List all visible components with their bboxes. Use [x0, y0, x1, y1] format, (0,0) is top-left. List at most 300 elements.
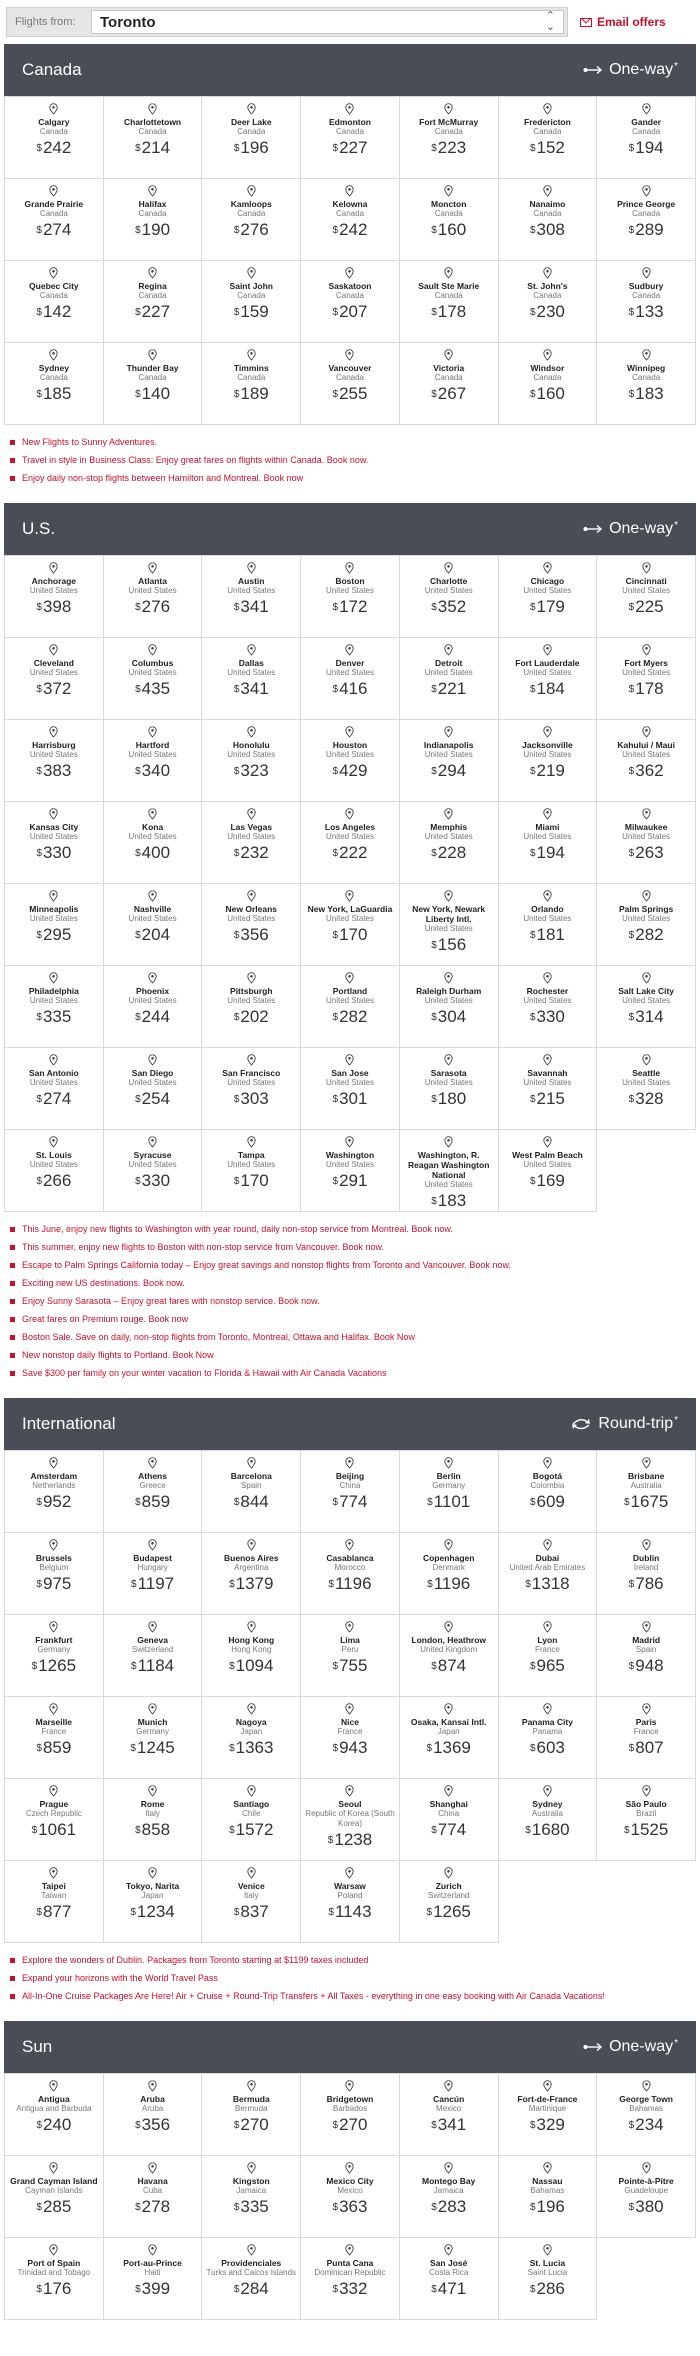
bullet-square-icon	[10, 1994, 15, 1999]
destination-country: Spain	[241, 1481, 262, 1490]
destination-card[interactable]	[499, 1779, 598, 1861]
destination-price	[135, 2279, 170, 2299]
destination-card[interactable]	[597, 97, 696, 179]
destination-city: Orlando	[531, 904, 564, 914]
map-pin-icon	[543, 807, 552, 819]
destination-country: United States	[128, 668, 177, 677]
map-pin-icon	[642, 2079, 651, 2091]
destination-card[interactable]	[400, 97, 499, 179]
destination-card[interactable]	[202, 2238, 301, 2320]
destination-card[interactable]	[301, 720, 400, 802]
destination-card[interactable]	[202, 966, 301, 1048]
bullet-square-icon	[10, 1976, 15, 1981]
destination-city: Barcelona	[230, 1471, 272, 1481]
currency-symbol: $	[229, 1579, 235, 1590]
currency-symbol: $	[628, 1661, 635, 1672]
destination-card[interactable]	[104, 343, 203, 425]
map-pin-icon	[148, 1784, 157, 1796]
destination-card[interactable]	[597, 1048, 696, 1130]
destination-card[interactable]	[202, 1048, 301, 1130]
map-pin-icon	[49, 266, 58, 278]
destination-card[interactable]	[5, 1615, 104, 1697]
destination-card[interactable]	[5, 1130, 104, 1212]
destination-card[interactable]	[301, 1697, 400, 1779]
destination-price	[234, 843, 269, 863]
price-amount: 170	[240, 1171, 269, 1190]
email-offers-link[interactable]	[580, 15, 666, 29]
destination-card[interactable]	[597, 1533, 696, 1615]
price-amount: 874	[437, 1656, 467, 1675]
destination-card[interactable]	[202, 638, 301, 720]
destination-card[interactable]	[202, 2074, 301, 2156]
currency-symbol: $	[233, 684, 240, 695]
destination-price	[530, 220, 565, 240]
destination-card[interactable]	[202, 1615, 301, 1697]
bullet-square-icon	[10, 1281, 15, 1286]
promo-link[interactable]: New Flights to Sunny Adventures.	[22, 437, 158, 447]
destination-card[interactable]	[499, 97, 598, 179]
destination-card[interactable]	[104, 2074, 203, 2156]
destination-city: London, Heathrow	[411, 1635, 486, 1645]
destination-card[interactable]	[400, 638, 499, 720]
destination-card[interactable]	[597, 884, 696, 966]
destination-card[interactable]	[5, 1697, 104, 1779]
destination-city: Buenos Aires	[224, 1553, 279, 1563]
price-amount: 160	[437, 220, 467, 239]
promo-link[interactable]: Boston Sale. Save on daily, non-stop flights from Toronto, Montreal, Ottawa and Halifax. Book Now	[22, 1332, 415, 1342]
destination-card[interactable]	[5, 1048, 104, 1130]
destination-country: Ireland	[633, 1563, 659, 1572]
destination-card[interactable]	[400, 556, 499, 638]
destination-card[interactable]	[202, 884, 301, 966]
destination-card[interactable]	[202, 556, 301, 638]
destination-card[interactable]	[499, 179, 598, 261]
destination-card[interactable]	[400, 2238, 499, 2320]
destination-card[interactable]	[5, 1779, 104, 1861]
destination-card[interactable]	[499, 556, 598, 638]
destination-card[interactable]	[104, 1533, 203, 1615]
destination-city: Windsor	[530, 363, 565, 373]
destination-card[interactable]	[400, 802, 499, 884]
map-pin-icon	[543, 348, 552, 360]
promo-link[interactable]: Travel in style in Business Class: Enjoy great fares on flights within Canada. Book now.	[22, 455, 369, 465]
currency-symbol: $	[332, 1012, 339, 1023]
currency-symbol: $	[628, 930, 635, 941]
destination-card[interactable]	[5, 97, 104, 179]
destination-city: Fredericton	[524, 117, 571, 127]
map-pin-icon	[148, 1456, 157, 1468]
destination-card[interactable]	[499, 720, 598, 802]
destination-card[interactable]	[597, 1451, 696, 1533]
destination-card[interactable]	[400, 1697, 499, 1779]
destination-grid	[4, 1450, 696, 1943]
destination-country: Japan	[240, 1727, 263, 1736]
destination-card[interactable]	[5, 966, 104, 1048]
destination-card[interactable]	[499, 1048, 598, 1130]
destination-price	[629, 761, 664, 781]
currency-symbol: $	[31, 1825, 38, 1836]
destination-card[interactable]	[301, 884, 400, 966]
destination-card[interactable]	[400, 966, 499, 1048]
destination-card[interactable]	[400, 2156, 499, 2238]
destination-card[interactable]	[400, 1451, 499, 1533]
destination-card[interactable]	[202, 1697, 301, 1779]
currency-symbol: $	[431, 684, 437, 695]
destination-city: Kona	[141, 822, 164, 832]
destination-city: Fort-de-France	[517, 2094, 578, 2104]
currency-symbol: $	[332, 389, 339, 400]
destination-card[interactable]	[5, 2156, 104, 2238]
destination-country: United States	[424, 996, 473, 1005]
destination-country: United States	[424, 832, 473, 841]
destination-card[interactable]	[301, 2156, 400, 2238]
destination-country: Canada	[39, 291, 68, 300]
map-pin-icon	[148, 2079, 157, 2091]
destination-card[interactable]	[5, 884, 104, 966]
destination-card[interactable]	[400, 261, 499, 343]
map-pin-icon	[444, 102, 453, 114]
destination-price	[629, 843, 664, 863]
destination-card[interactable]	[202, 2156, 301, 2238]
destination-card[interactable]	[5, 343, 104, 425]
destination-card[interactable]	[5, 638, 104, 720]
map-pin-icon	[543, 561, 552, 573]
destination-card[interactable]	[301, 1779, 400, 1861]
destination-card[interactable]	[5, 2238, 104, 2320]
destination-price	[131, 1574, 174, 1594]
price-amount: 140	[141, 384, 171, 403]
trip-type-toggle[interactable]	[583, 2038, 678, 2056]
destination-card[interactable]	[597, 1779, 696, 1861]
promo-link[interactable]: Enjoy Sunny Sarasota – Enjoy great fares with nonstop service. Book now.	[22, 1296, 320, 1306]
destination-price	[431, 843, 466, 863]
destination-card[interactable]	[597, 802, 696, 884]
destination-card[interactable]	[400, 1130, 499, 1212]
destination-city: Geneva	[137, 1635, 168, 1645]
currency-symbol: $	[431, 1094, 437, 1105]
destination-city: Grande Prairie	[24, 199, 84, 209]
destination-card[interactable]	[301, 1615, 400, 1697]
destination-card[interactable]	[104, 1861, 203, 1943]
destination-card[interactable]	[400, 1861, 499, 1943]
destination-card[interactable]	[301, 97, 400, 179]
map-pin-icon	[543, 1135, 552, 1147]
destination-country: United States	[128, 586, 177, 595]
destination-card[interactable]	[5, 720, 104, 802]
destination-card[interactable]	[301, 638, 400, 720]
destination-card[interactable]	[499, 261, 598, 343]
destination-card[interactable]	[104, 97, 203, 179]
destination-country: Canada	[138, 209, 167, 218]
destination-card[interactable]	[400, 1533, 499, 1615]
promo-link[interactable]: Save $300 per family on your winter vacation to Florida & Hawaii with Air Canada Vacations	[22, 1368, 387, 1378]
currency-symbol: $	[623, 1497, 630, 1508]
destination-card[interactable]	[597, 1615, 696, 1697]
currency-symbol: $	[36, 1012, 42, 1023]
map-pin-icon	[345, 807, 354, 819]
map-pin-icon	[642, 643, 651, 655]
destination-card[interactable]	[597, 638, 696, 720]
destination-card[interactable]	[499, 1533, 598, 1615]
destination-card[interactable]	[499, 2074, 598, 2156]
destination-card[interactable]	[202, 802, 301, 884]
destination-country: Aruba	[141, 2104, 164, 2113]
currency-symbol: $	[529, 2202, 536, 2213]
destination-card[interactable]	[301, 556, 400, 638]
destination-card[interactable]	[499, 884, 598, 966]
destination-card[interactable]	[301, 1048, 400, 1130]
price-amount: 232	[240, 843, 269, 862]
destination-card[interactable]	[5, 802, 104, 884]
destination-card[interactable]	[301, 261, 400, 343]
destination-card[interactable]	[104, 261, 203, 343]
destination-card[interactable]	[202, 179, 301, 261]
destination-card[interactable]	[104, 638, 203, 720]
destination-price	[229, 1738, 273, 1758]
map-pin-icon	[148, 1866, 157, 1878]
currency-symbol: $	[233, 2284, 240, 2295]
destination-card[interactable]	[301, 343, 400, 425]
destination-city: Sydney	[38, 363, 69, 373]
destination-price	[135, 220, 170, 240]
map-pin-icon	[444, 184, 453, 196]
price-amount: 283	[437, 2197, 467, 2216]
map-pin-icon	[49, 1456, 58, 1468]
destination-card[interactable]	[5, 556, 104, 638]
destination-card[interactable]	[5, 179, 104, 261]
promo-link[interactable]: Escape to Palm Springs California today – Enjoy great savings and nonstop flights from Toronto and Vancouver. Book now.	[22, 1260, 511, 1270]
destination-card[interactable]	[400, 720, 499, 802]
destination-card[interactable]	[104, 966, 203, 1048]
destination-city: New York, LaGuardia	[307, 904, 393, 914]
destination-card[interactable]	[301, 179, 400, 261]
destination-price	[229, 1820, 273, 1840]
destination-country: United States	[29, 832, 78, 841]
destination-card[interactable]	[202, 1861, 301, 1943]
destination-card[interactable]	[104, 1451, 203, 1533]
destination-card[interactable]	[104, 1697, 203, 1779]
currency-symbol: $	[628, 1579, 635, 1590]
price-amount: 362	[635, 761, 664, 780]
map-pin-icon	[444, 1456, 453, 1468]
destination-card[interactable]	[499, 2156, 598, 2238]
destination-card[interactable]	[202, 343, 301, 425]
currency-symbol: $	[135, 225, 141, 236]
destination-country: Argentina	[234, 1563, 269, 1572]
section-title: Canada	[22, 60, 82, 79]
trip-type-toggle[interactable]	[583, 61, 678, 79]
destination-card[interactable]	[202, 1533, 301, 1615]
destination-card[interactable]	[104, 556, 203, 638]
currency-symbol: $	[431, 1012, 437, 1023]
destination-country: United States	[128, 750, 177, 759]
promo-link[interactable]: This summer, enjoy new flights to Boston with non-stop service from Vancouver. Book now.	[22, 1242, 385, 1252]
destination-card[interactable]	[104, 1130, 203, 1212]
destination-card[interactable]	[301, 1533, 400, 1615]
destination-card[interactable]	[104, 2238, 203, 2320]
currency-symbol: $	[628, 1012, 635, 1023]
destination-price	[333, 597, 368, 617]
map-pin-icon	[345, 266, 354, 278]
currency-symbol: $	[328, 1579, 334, 1590]
destination-card[interactable]	[5, 1451, 104, 1533]
destination-card[interactable]	[400, 343, 499, 425]
destination-card[interactable]	[400, 179, 499, 261]
promo-link[interactable]: Expand your horizons with the World Travel Pass	[22, 1973, 218, 1983]
destination-price	[431, 2279, 466, 2299]
destination-card[interactable]	[202, 97, 301, 179]
destination-city: New York, Newark Liberty Intl.	[412, 904, 486, 924]
destination-card[interactable]	[5, 2074, 104, 2156]
price-amount: 270	[339, 2115, 368, 2134]
destination-card[interactable]	[499, 638, 598, 720]
destination-card[interactable]	[301, 966, 400, 1048]
destination-card[interactable]	[301, 1451, 400, 1533]
currency-symbol: $	[36, 143, 42, 154]
destination-price	[431, 679, 466, 699]
price-amount: 330	[141, 1171, 171, 1190]
destination-price	[333, 1089, 368, 1109]
destination-card[interactable]	[104, 179, 203, 261]
currency-symbol: $	[332, 1497, 339, 1508]
one-way-arrow-icon	[583, 524, 603, 534]
destination-city: Prague	[39, 1799, 69, 1809]
destination-country: Canada	[237, 373, 266, 382]
destination-card[interactable]	[499, 1451, 598, 1533]
destination-card[interactable]	[499, 343, 598, 425]
price-amount: 204	[141, 925, 171, 944]
price-amount: 1265	[433, 1902, 471, 1921]
destination-card[interactable]	[597, 2074, 696, 2156]
currency-symbol: $	[431, 940, 437, 951]
promo-link[interactable]: This June, enjoy new flights to Washington with year round, daily non-stop service from Montreal. Book now.	[22, 1224, 453, 1234]
destination-city: Las Vegas	[230, 822, 273, 832]
destination-country: Canada	[632, 373, 661, 382]
currency-symbol: $	[529, 1661, 536, 1672]
destination-card[interactable]	[499, 802, 598, 884]
destination-card[interactable]	[104, 720, 203, 802]
destination-card[interactable]	[104, 1779, 203, 1861]
trip-type-toggle[interactable]	[570, 1415, 678, 1433]
destination-card[interactable]	[597, 261, 696, 343]
destination-card[interactable]	[5, 1861, 104, 1943]
destination-card[interactable]	[400, 2074, 499, 2156]
destination-country: Canada	[434, 373, 463, 382]
destination-card[interactable]	[5, 1533, 104, 1615]
origin-dropdown[interactable]	[91, 10, 564, 34]
destination-card[interactable]	[202, 720, 301, 802]
map-pin-icon	[345, 184, 354, 196]
destination-card[interactable]	[597, 179, 696, 261]
promo-link[interactable]: Explore the wonders of Dublin. Packages from Toronto starting at $1199 taxes included	[22, 1955, 369, 1965]
map-pin-icon	[444, 561, 453, 573]
destination-card[interactable]	[400, 1779, 499, 1861]
destination-card[interactable]	[400, 884, 499, 966]
destination-card[interactable]	[597, 343, 696, 425]
destination-card[interactable]	[202, 1451, 301, 1533]
destination-card[interactable]	[104, 1615, 203, 1697]
destination-price	[431, 2197, 466, 2217]
destination-card[interactable]	[5, 261, 104, 343]
destination-city: Pointe-à-Pitre	[618, 2176, 674, 2186]
destination-card[interactable]	[202, 1130, 301, 1212]
destination-card[interactable]	[104, 884, 203, 966]
destination-price	[32, 1820, 76, 1840]
promo-link[interactable]: Great fares on Premium rouge. Book now	[22, 1314, 189, 1324]
destination-card[interactable]	[597, 720, 696, 802]
destination-card[interactable]	[499, 1130, 598, 1212]
destination-city: Palm Springs	[618, 904, 674, 914]
currency-symbol: $	[529, 930, 536, 941]
trip-type-label: One-way	[609, 520, 674, 537]
destination-price	[36, 302, 71, 322]
price-amount: 435	[141, 679, 171, 698]
trip-type-toggle[interactable]	[583, 520, 678, 538]
destination-card[interactable]	[499, 1615, 598, 1697]
destination-country: Haiti	[144, 2268, 161, 2277]
map-pin-icon	[642, 102, 651, 114]
currency-symbol: $	[529, 848, 536, 859]
destination-card[interactable]	[301, 802, 400, 884]
destination-card[interactable]	[104, 1048, 203, 1130]
destination-country: Martinique	[528, 2104, 567, 2113]
map-pin-icon	[642, 184, 651, 196]
destination-card[interactable]	[301, 1861, 400, 1943]
destination-card[interactable]	[202, 1779, 301, 1861]
currency-symbol: $	[135, 1825, 141, 1836]
destination-card[interactable]	[499, 2238, 598, 2320]
destination-card[interactable]	[400, 1615, 499, 1697]
destination-card[interactable]	[499, 1697, 598, 1779]
currency-symbol: $	[36, 1497, 42, 1508]
destination-card[interactable]	[597, 1697, 696, 1779]
destination-card[interactable]	[499, 966, 598, 1048]
destination-card[interactable]	[301, 2238, 400, 2320]
destination-city: Shanghai	[429, 1799, 468, 1809]
destination-country: China	[438, 1809, 460, 1818]
price-amount: 179	[536, 597, 565, 616]
map-pin-icon	[247, 1784, 256, 1796]
destination-card[interactable]	[301, 2074, 400, 2156]
section-title: Sun	[22, 2037, 53, 2056]
destination-card[interactable]	[597, 556, 696, 638]
destination-card[interactable]	[597, 2156, 696, 2238]
currency-symbol: $	[332, 684, 339, 695]
destination-card[interactable]	[400, 1048, 499, 1130]
destination-price	[333, 1171, 368, 1191]
price-amount: 399	[141, 2279, 171, 2298]
destination-card[interactable]	[301, 1130, 400, 1212]
destination-city: Taipei	[41, 1881, 66, 1891]
map-pin-icon	[642, 1456, 651, 1468]
promo-link[interactable]: New nonstop daily flights to Portland. Book Now	[22, 1350, 214, 1360]
promo-link[interactable]: Exciting new US destinations. Book now.	[22, 1278, 185, 1288]
price-amount: 975	[42, 1574, 72, 1593]
price-amount: 837	[240, 1902, 269, 1921]
destination-card[interactable]	[202, 261, 301, 343]
destination-card[interactable]	[104, 2156, 203, 2238]
destination-card[interactable]	[104, 802, 203, 884]
destination-city: Pittsburgh	[230, 986, 273, 996]
promo-link[interactable]: All-In-One Cruise Packages Are Here! Air + Cruise + Round-Trip Transfers + All Taxes - everything in one easy booking with Air Canada Vacations!	[22, 1991, 605, 2001]
destination-price	[431, 1007, 466, 1027]
destination-price	[135, 138, 170, 158]
destination-price	[36, 1574, 71, 1594]
promo-link[interactable]: Enjoy daily non-stop flights between Hamilton and Montreal. Book now	[22, 473, 304, 483]
destination-city: Lyon	[537, 1635, 558, 1645]
destination-card[interactable]	[597, 966, 696, 1048]
currency-symbol: $	[36, 930, 42, 941]
